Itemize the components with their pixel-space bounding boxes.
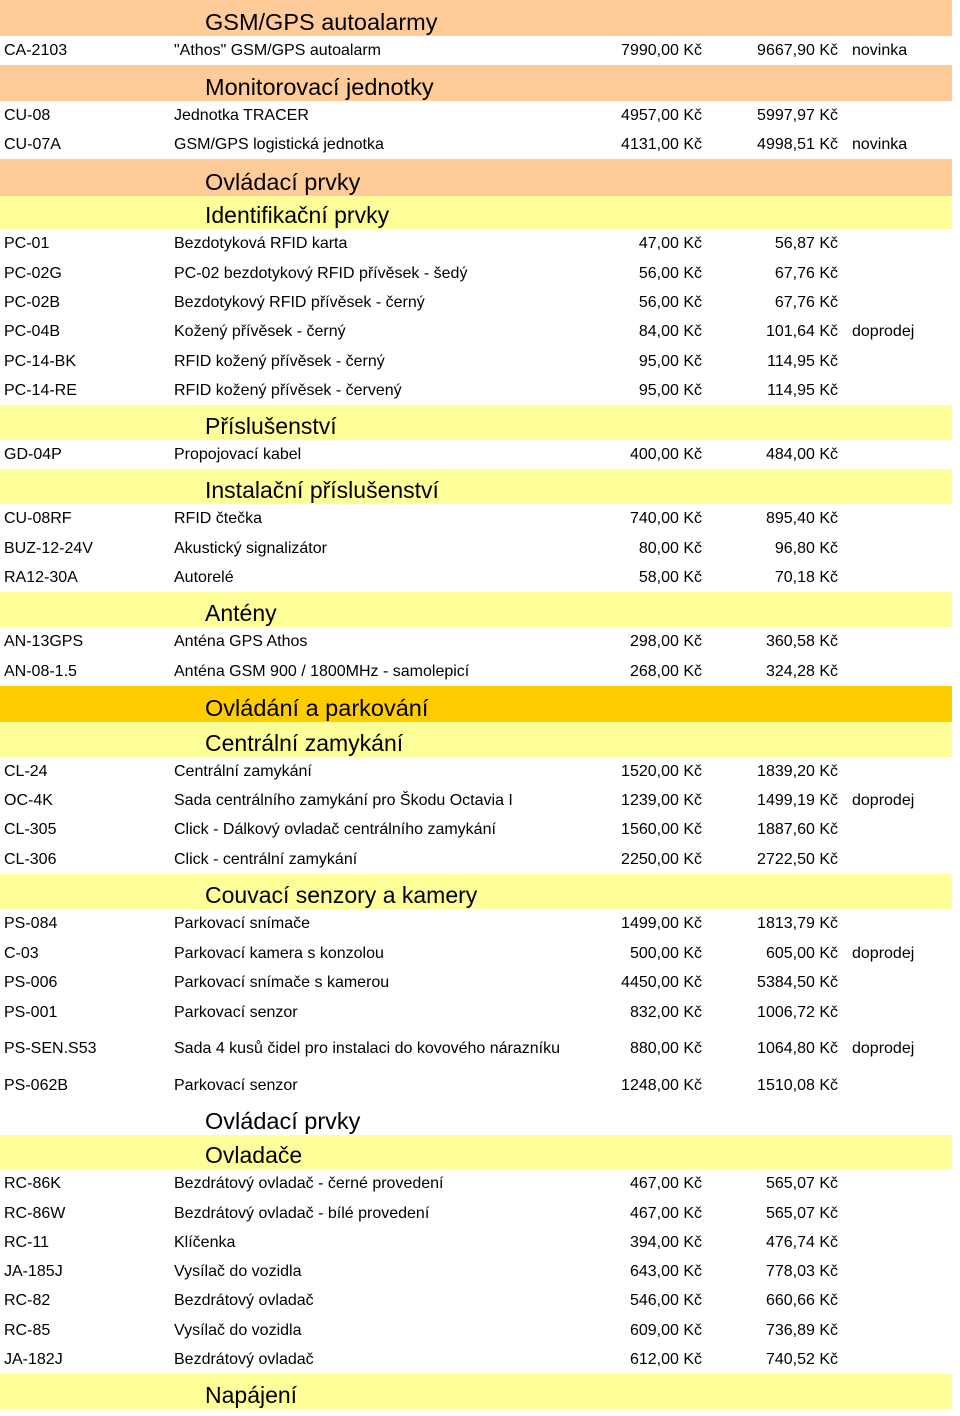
price-with-vat: 114,95 Kč: [767, 381, 838, 399]
section-title: Ovládací prvky: [205, 168, 361, 195]
product-name: Click - centrální zamykání: [174, 850, 358, 868]
product-name: Centrální zamykání: [174, 762, 312, 780]
price-without-vat: 1248,00 Kč: [621, 1076, 702, 1094]
product-code: PC-14-RE: [4, 381, 77, 399]
price-with-vat: 67,76 Kč: [774, 293, 838, 311]
product-code: RC-82: [4, 1292, 51, 1309]
price-with-vat: 101,64 Kč: [765, 323, 838, 340]
product-code: RC-86K: [4, 1175, 61, 1192]
product-code: JA-185J: [4, 1262, 63, 1280]
price-without-vat: 268,00 Kč: [629, 662, 702, 680]
price-with-vat: 605,00 Kč: [765, 944, 838, 962]
price-with-vat: 476,74 Kč: [765, 1233, 838, 1251]
product-row: [0, 998, 960, 1027]
price-with-vat: 1839,20 Kč: [757, 762, 838, 780]
section-title: Antény: [205, 600, 277, 626]
product-note: doprodej: [852, 323, 915, 340]
price-without-vat: 95,00 Kč: [638, 352, 702, 370]
product-code: AN-13GPS: [4, 633, 84, 650]
price-with-vat: 1887,60 Kč: [757, 821, 838, 838]
product-code: GD-04P: [4, 445, 62, 463]
price-with-vat: 114,95 Kč: [767, 352, 838, 370]
product-code: AN-08-1.5: [4, 662, 77, 680]
product-name: Vysílač do vozidla: [174, 1321, 302, 1339]
product-row: [0, 101, 960, 130]
price-without-vat: 500,00 Kč: [629, 944, 702, 962]
price-without-vat: 4957,00 Kč: [621, 106, 702, 124]
product-name: Bezdrátový ovladač - bílé provedení: [174, 1204, 430, 1222]
section-header: [0, 1374, 952, 1409]
product-name: RFID čtečka: [174, 510, 263, 527]
product-name: GSM/GPS logistická jednotka: [174, 135, 384, 153]
price-with-vat: 2722,50 Kč: [757, 850, 838, 868]
product-name: Bezdotyková RFID karta: [174, 235, 348, 252]
product-name: Bezdotykový RFID přívěsek - černý: [174, 293, 425, 311]
product-row: [0, 815, 960, 845]
product-code: PS-062B: [4, 1076, 69, 1094]
price-without-vat: 58,00 Kč: [638, 568, 702, 586]
product-name: Akustický signalizátor: [174, 539, 327, 557]
product-row: [0, 36, 960, 65]
product-row: [0, 968, 960, 998]
product-name: Parkovací kamera s konzolou: [174, 944, 384, 962]
price-with-vat: 484,00 Kč: [765, 445, 838, 463]
price-without-vat: 467,00 Kč: [629, 1175, 702, 1192]
section-header: [0, 469, 952, 504]
product-row: [0, 130, 960, 159]
product-row: [0, 1345, 960, 1374]
price-without-vat: 394,00 Kč: [629, 1233, 702, 1251]
price-with-vat: 778,03 Kč: [765, 1262, 838, 1280]
product-name: Parkovací senzor: [174, 1076, 298, 1094]
price-with-vat: 5997,97 Kč: [757, 106, 838, 124]
product-row: [0, 1199, 960, 1228]
price-without-vat: 2250,00 Kč: [621, 850, 702, 868]
product-code: PS-084: [4, 915, 58, 932]
product-name: Sada centrálního zamykání pro Škodu Octavia I: [174, 791, 513, 809]
section-header: [0, 874, 952, 909]
product-name: Vysílač do vozidla: [174, 1262, 302, 1280]
price-without-vat: 56,00 Kč: [638, 293, 702, 311]
product-row: [0, 845, 960, 874]
product-note: novinka: [852, 135, 908, 153]
product-row: [0, 229, 960, 259]
product-code: BUZ-12-24V: [4, 539, 93, 557]
section-header: [0, 722, 952, 757]
product-name: Bezdrátový ovladač: [174, 1350, 314, 1368]
product-row: [0, 1286, 960, 1316]
price-with-vat: 565,07 Kč: [765, 1175, 838, 1192]
price-with-vat: 67,76 Kč: [774, 264, 838, 282]
product-note: doprodej: [852, 1040, 915, 1057]
product-note: novinka: [852, 41, 908, 59]
price-with-vat: 96,80 Kč: [774, 539, 838, 557]
product-code: OC-4K: [4, 791, 53, 809]
product-name: Parkovací snímače: [174, 915, 311, 932]
product-code: C-03: [4, 944, 39, 962]
product-row: [0, 259, 960, 288]
price-without-vat: 4450,00 Kč: [621, 974, 702, 991]
price-with-vat: 1813,79 Kč: [757, 915, 838, 932]
product-code: PC-01: [4, 235, 50, 252]
price-without-vat: 1520,00 Kč: [621, 762, 702, 780]
section-title: Ovládací prvky: [205, 1107, 361, 1134]
price-with-vat: 565,07 Kč: [765, 1204, 838, 1222]
price-with-vat: 9667,90 Kč: [757, 41, 838, 59]
product-row: [0, 563, 960, 592]
product-code: CL-305: [4, 821, 57, 838]
product-row: [0, 1071, 960, 1100]
product-code: PC-02B: [4, 293, 61, 311]
section-header: [0, 686, 952, 722]
product-row: [0, 347, 960, 376]
product-name: Bezdrátový ovladač: [174, 1292, 314, 1309]
product-row: [0, 786, 960, 815]
product-row: [0, 627, 960, 657]
section-header: [0, 159, 952, 196]
section-title: Ovládání a parkování: [205, 694, 429, 721]
price-without-vat: 546,00 Kč: [629, 1292, 702, 1309]
product-code: CL-24: [4, 762, 48, 780]
section-header: [0, 405, 952, 440]
price-with-vat: 1064,80 Kč: [757, 1040, 838, 1057]
product-row: [0, 1027, 960, 1071]
price-with-vat: 5384,50 Kč: [757, 974, 838, 991]
product-row: [0, 909, 960, 939]
price-without-vat: 612,00 Kč: [629, 1350, 702, 1368]
section-title: Monitorovací jednotky: [205, 73, 434, 100]
section-header: [0, 592, 952, 627]
product-name: Jednotka TRACER: [174, 106, 309, 124]
price-without-vat: 84,00 Kč: [638, 323, 702, 340]
product-code: RC-85: [4, 1321, 51, 1339]
product-name: PC-02 bezdotykový RFID přívěsek - šedý: [174, 264, 468, 282]
section-title: GSM/GPS autoalarmy: [205, 8, 438, 35]
product-row: [0, 317, 960, 347]
product-name: Anténa GSM 900 / 1800MHz - samolepicí: [174, 662, 470, 680]
price-with-vat: 660,66 Kč: [765, 1292, 838, 1309]
price-with-vat: 324,28 Kč: [765, 662, 838, 680]
price-with-vat: 56,87 Kč: [774, 235, 838, 252]
product-note: doprodej: [852, 791, 915, 809]
product-row: [0, 939, 960, 968]
product-code: PC-04B: [4, 323, 61, 340]
price-without-vat: 1239,00 Kč: [621, 791, 702, 809]
product-name: RFID kožený přívěsek - černý: [174, 352, 385, 370]
product-code: PS-001: [4, 1003, 58, 1021]
price-without-vat: 740,00 Kč: [629, 510, 702, 527]
price-with-vat: 740,52 Kč: [765, 1350, 838, 1368]
product-code: CU-08RF: [4, 510, 72, 527]
price-without-vat: 880,00 Kč: [629, 1040, 702, 1057]
price-with-vat: 895,40 Kč: [765, 510, 838, 527]
price-without-vat: 832,00 Kč: [629, 1003, 702, 1021]
price-without-vat: 7990,00 Kč: [621, 41, 702, 59]
section-header: [0, 1135, 952, 1169]
price-without-vat: 609,00 Kč: [629, 1321, 702, 1339]
price-with-vat: 1510,08 Kč: [757, 1076, 838, 1094]
section-title: Identifikační prvky: [205, 202, 390, 228]
product-row: [0, 657, 960, 686]
price-with-vat: 736,89 Kč: [765, 1321, 838, 1339]
product-name: Bezdrátový ovladač - černé provedení: [174, 1175, 444, 1192]
product-row: [0, 1257, 960, 1286]
product-row: [0, 1228, 960, 1257]
price-without-vat: 643,00 Kč: [629, 1262, 702, 1280]
price-without-vat: 56,00 Kč: [638, 264, 702, 282]
product-code: PC-14-BK: [4, 352, 77, 370]
price-with-vat: 70,18 Kč: [774, 568, 838, 586]
price-without-vat: 400,00 Kč: [629, 445, 702, 463]
price-with-vat: 1499,19 Kč: [757, 791, 838, 809]
price-without-vat: 1499,00 Kč: [621, 915, 702, 932]
product-name: Propojovací kabel: [174, 445, 302, 463]
price-without-vat: 4131,00 Kč: [621, 135, 702, 153]
section-title: Příslušenství: [205, 413, 337, 439]
product-row: [0, 1169, 960, 1199]
section-header: [0, 1100, 952, 1135]
product-code: JA-182J: [4, 1350, 63, 1368]
product-name: "Athos" GSM/GPS autoalarm: [174, 41, 381, 59]
price-without-vat: 47,00 Kč: [638, 235, 702, 252]
section-title: Ovladače: [205, 1142, 303, 1168]
product-note: doprodej: [852, 944, 915, 962]
product-code: CU-07A: [4, 135, 61, 153]
price-with-vat: 1006,72 Kč: [757, 1003, 838, 1021]
price-with-vat: 4998,51 Kč: [757, 135, 838, 153]
product-name: Parkovací senzor: [174, 1003, 298, 1021]
product-row: [0, 1316, 960, 1345]
product-code: CL-306: [4, 850, 57, 868]
price-without-vat: 1560,00 Kč: [621, 821, 702, 838]
product-code: PS-006: [4, 974, 58, 991]
product-name: Parkovací snímače s kamerou: [174, 974, 390, 991]
product-code: PC-02G: [4, 264, 62, 282]
price-without-vat: 467,00 Kč: [629, 1204, 702, 1222]
product-name: Autorelé: [174, 568, 234, 586]
product-row: [0, 440, 960, 469]
product-code: RA12-30A: [4, 568, 78, 586]
product-code: RC-86W: [4, 1204, 66, 1222]
section-header: [0, 0, 952, 36]
price-without-vat: 95,00 Kč: [638, 381, 702, 399]
product-code: CA-2103: [4, 41, 68, 59]
product-name: Klíčenka: [174, 1233, 236, 1251]
product-row: [0, 757, 960, 786]
product-name: RFID kožený přívěsek - červený: [174, 381, 402, 399]
section-title: Napájení: [205, 1382, 298, 1408]
section-title: Instalační příslušenství: [205, 477, 439, 503]
section-header: [0, 65, 952, 101]
product-row: [0, 504, 960, 534]
product-code: PS-SEN.S53: [4, 1040, 97, 1057]
product-name: Sada 4 kusů čidel pro instalaci do kovového nárazníku: [174, 1040, 561, 1057]
product-row: [0, 376, 960, 405]
price-without-vat: 298,00 Kč: [629, 633, 702, 650]
product-row: [0, 288, 960, 317]
section-title: Centrální zamykání: [205, 730, 404, 756]
product-row: [0, 534, 960, 563]
product-name: Click - Dálkový ovladač centrálního zamykání: [174, 821, 496, 838]
section-title: Couvací senzory a kamery: [205, 882, 478, 908]
product-name: Kožený přívěsek - černý: [174, 323, 346, 340]
product-name: Anténa GPS Athos: [174, 633, 308, 650]
price-without-vat: 80,00 Kč: [638, 539, 702, 557]
product-code: CU-08: [4, 106, 51, 124]
product-code: RC-11: [4, 1233, 50, 1251]
section-header: [0, 196, 952, 229]
price-with-vat: 360,58 Kč: [765, 633, 838, 650]
